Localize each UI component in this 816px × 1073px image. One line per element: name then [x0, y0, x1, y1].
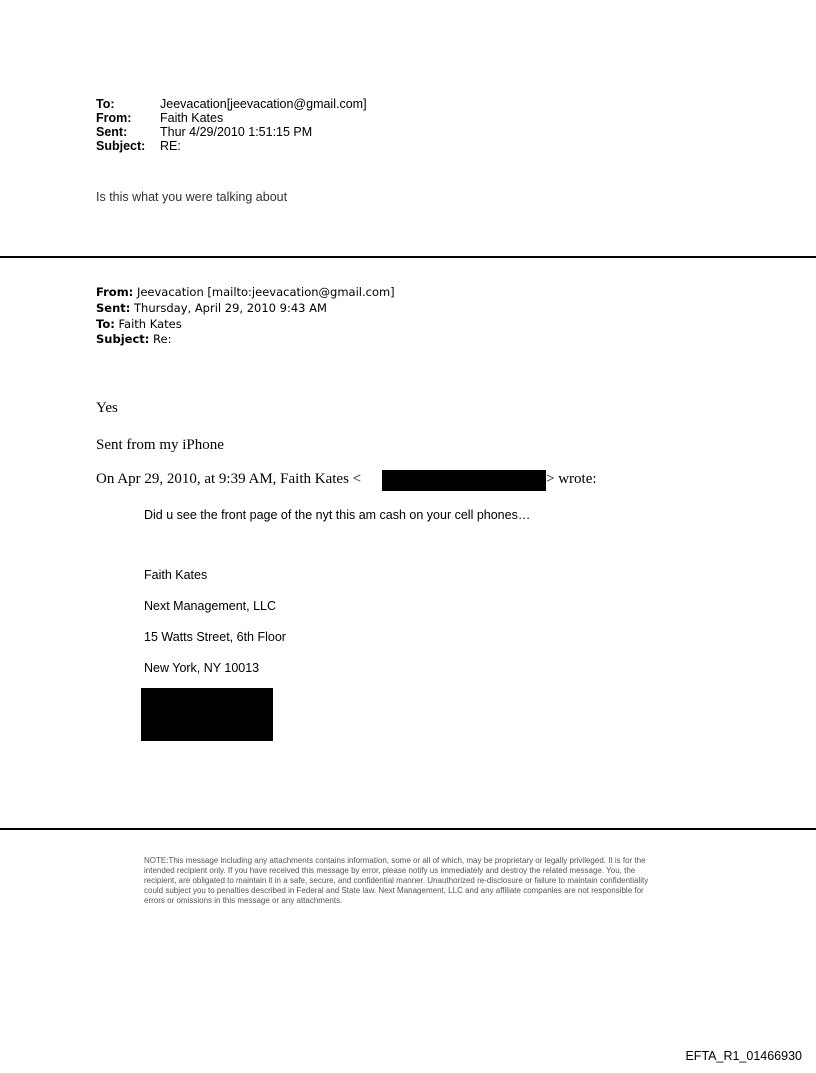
header-sent-row	[96, 125, 312, 139]
header-from-row	[96, 111, 223, 125]
sent-label: Sent:	[96, 125, 128, 139]
forwarded-from-value: Jeevacation [mailto:jeevacation@gmail.com]	[136, 285, 395, 299]
from-label: From:	[96, 111, 132, 125]
to-value: Jeevacation[jeevacation@gmail.com]	[160, 97, 367, 111]
subject-label: Subject:	[96, 139, 146, 153]
on-line-suffix: > wrote:	[546, 471, 597, 487]
sent-value: Thur 4/29/2010 1:51:15 PM	[160, 125, 313, 139]
forwarded-to-label: To:	[96, 317, 115, 331]
signature-street: 15 Watts Street, 6th Floor	[144, 630, 286, 644]
signature-city: New York, NY 10013	[144, 661, 260, 675]
forwarded-subject-label: Subject:	[96, 332, 150, 346]
footer-disclaimer: NOTE:This message including any attachments contains information, some or all of which, may be proprietary or legally privileged. It is for the intended recipient only. If you have received this message by error, please notify us immediately and destroy the related message. You, the recipient, are obligated to maintain it in a safe, secure, and confidential manner. Unauthorized re-disclosure or failure to maintain confidentiality could subject you to penalties described in Federal and State law. Next Management, LLC and any affiliate companies are not responsible for errors or omissions in this message or any attachments.	[144, 856, 649, 905]
forwarded-to-row	[96, 318, 182, 331]
forwarded-subject-row	[96, 333, 171, 346]
on-line-prefix: On Apr 29, 2010, at 9:39 AM, Faith Kates <	[96, 471, 362, 487]
divider-top	[0, 256, 816, 258]
divider-bottom	[0, 828, 816, 830]
forwarded-from-row	[96, 286, 395, 299]
forwarded-from-label: From:	[96, 285, 134, 299]
redaction-email	[382, 470, 546, 491]
from-value: Faith Kates	[160, 111, 224, 125]
forwarded-sent-label: Sent:	[96, 301, 131, 315]
forwarded-sent-row	[96, 302, 327, 315]
message-yes: Yes	[96, 400, 118, 416]
forwarded-subject-value: Re:	[153, 332, 172, 346]
signature-company: Next Management, LLC	[144, 599, 277, 613]
header-to-row	[96, 97, 367, 111]
quoted-text: Did u see the front page of the nyt this am cash on your cell phones…	[144, 508, 531, 522]
forwarded-sent-value: Thursday, April 29, 2010 9:43 AM	[134, 301, 327, 315]
subject-value: RE:	[160, 139, 181, 153]
forwarded-to-value: Faith Kates	[118, 317, 182, 331]
document-id: EFTA_R1_01466930	[685, 1049, 802, 1063]
header-subject-row	[96, 139, 181, 153]
message-sent-from: Sent from my iPhone	[96, 437, 224, 453]
reply-body: Is this what you were talking about	[96, 190, 288, 204]
redaction-block	[141, 688, 273, 741]
signature-name: Faith Kates	[144, 568, 208, 582]
to-label: To:	[96, 97, 115, 111]
